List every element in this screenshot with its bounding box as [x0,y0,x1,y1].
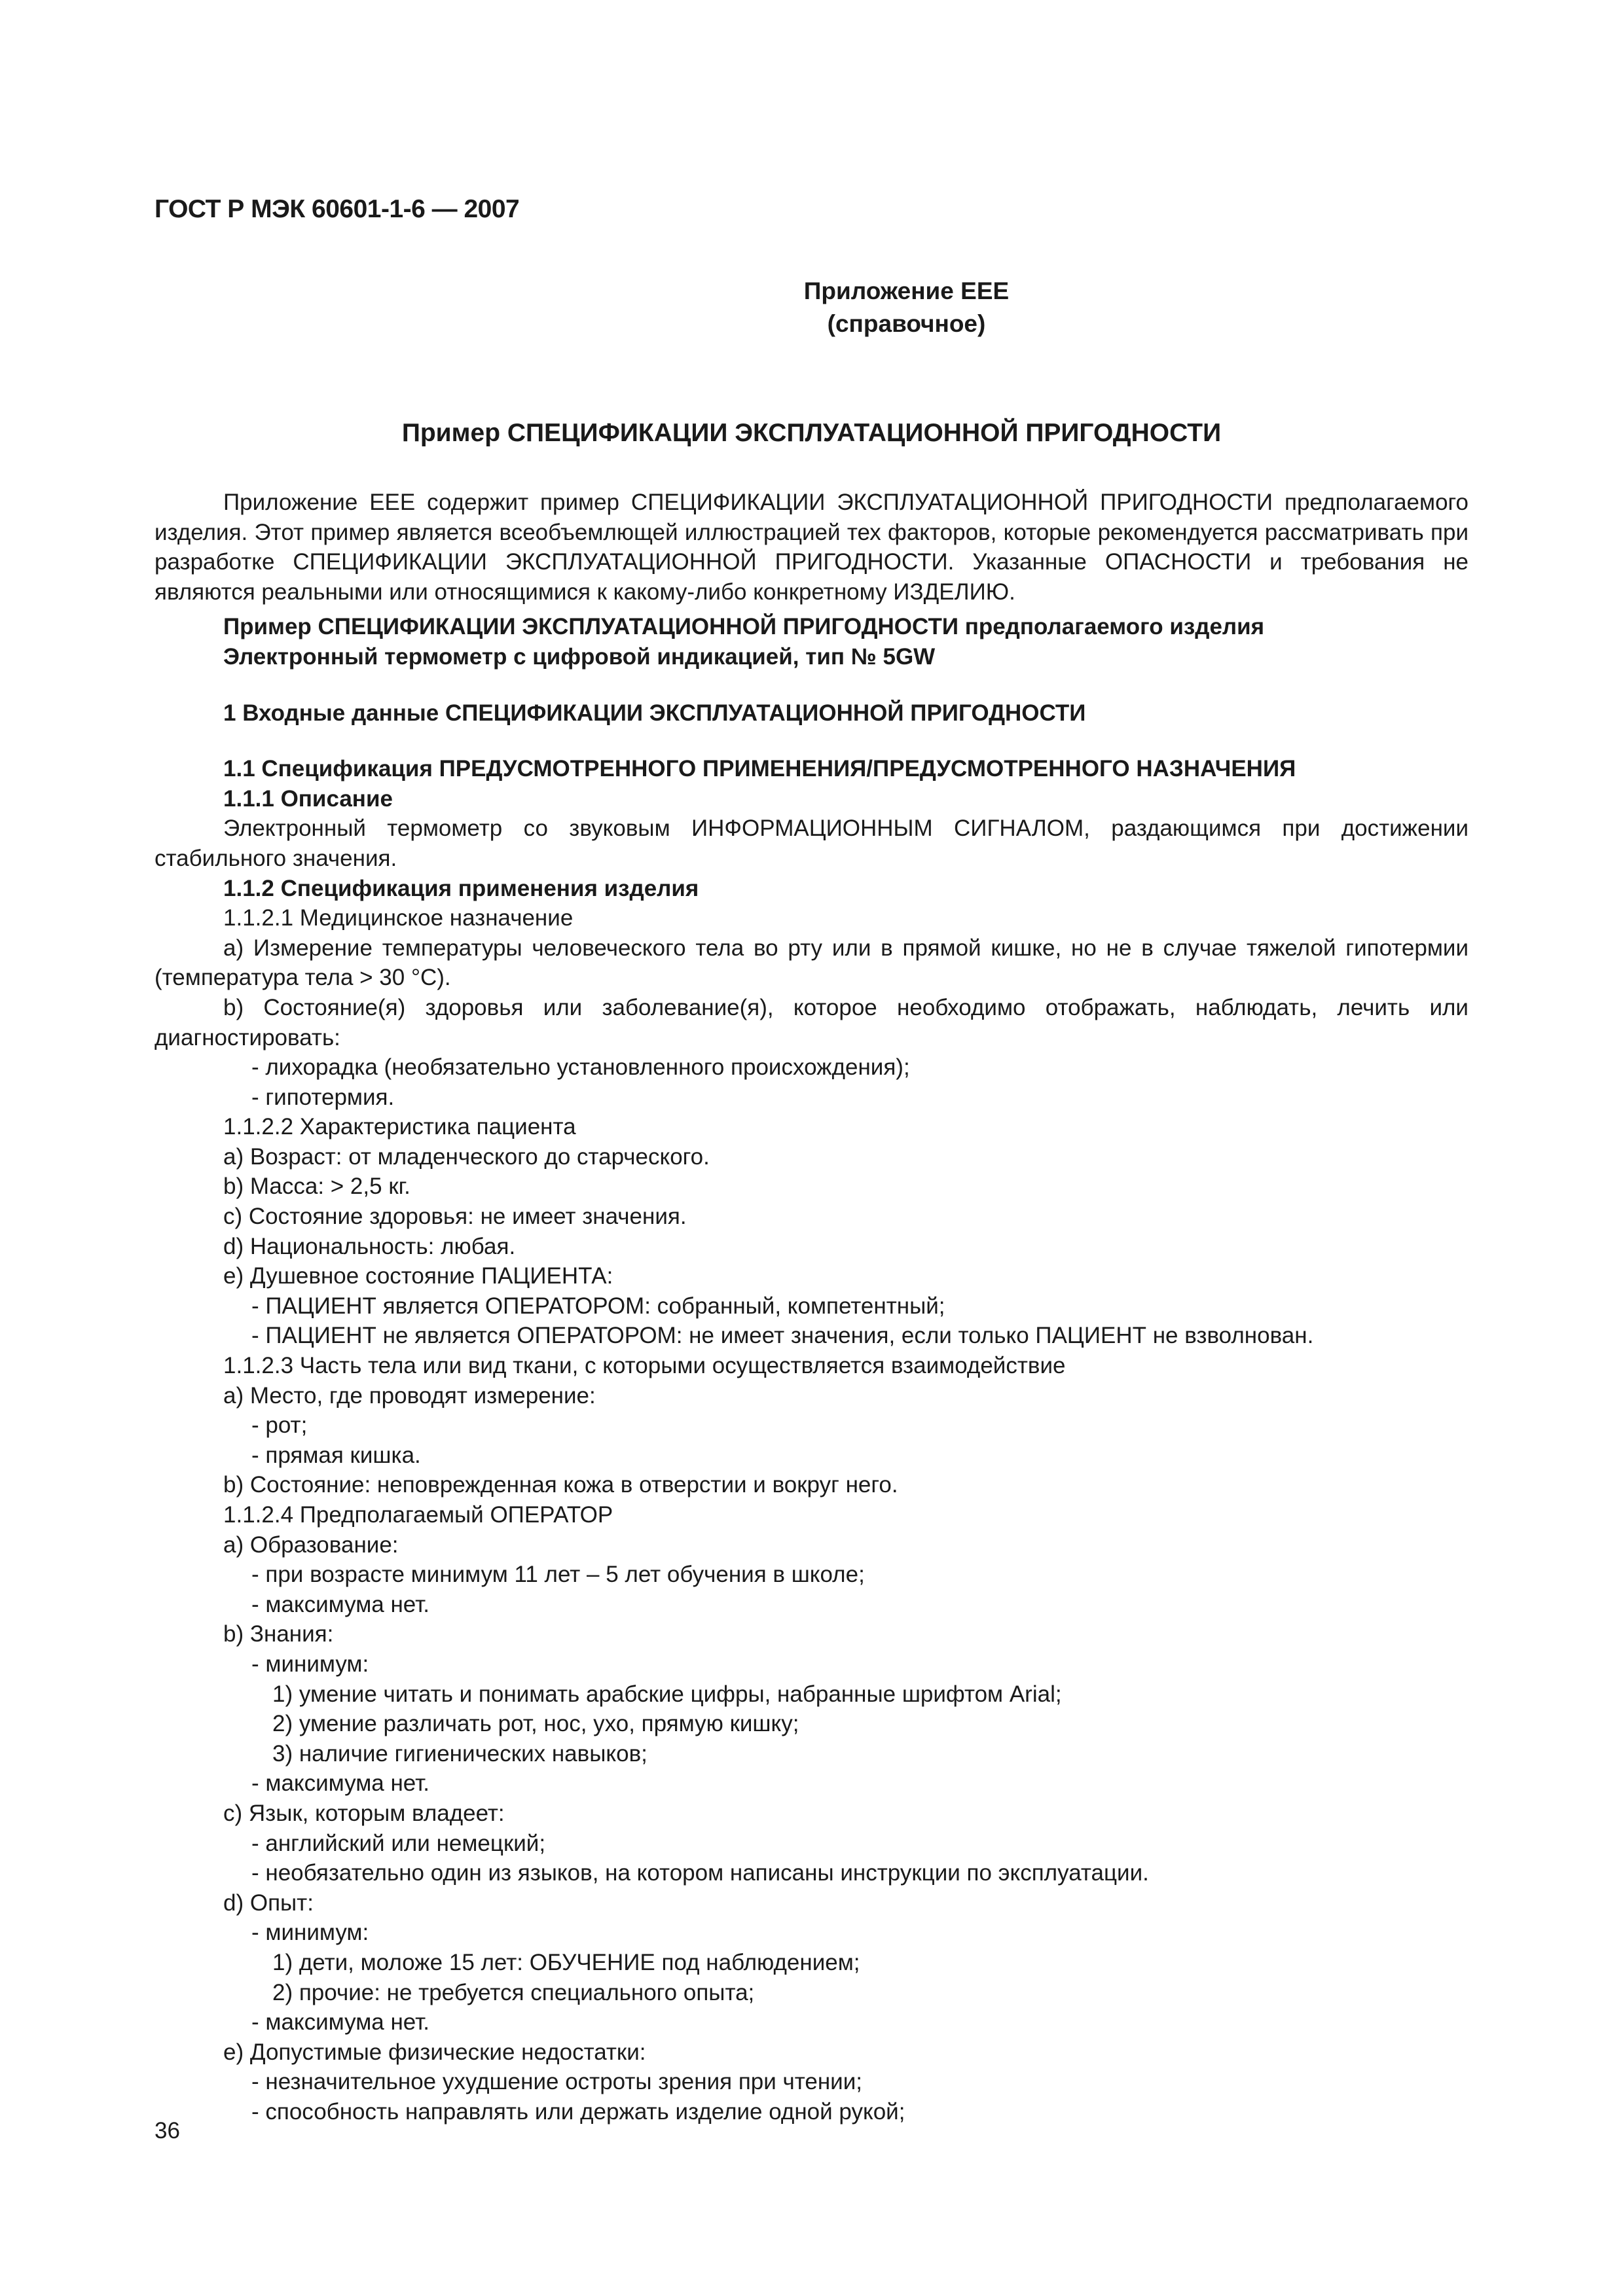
list-item: е) Допустимые физические недостатки: [223,2039,646,2065]
list-item: е) Душевное состояние ПАЦИЕНТА: [223,1263,613,1289]
list-item: а) Образование: [223,1532,399,1558]
medical-item-a: а) Измерение температуры человеческого тела во рту или в прямой кишке, но не в случае тяжелой гипотермии (температура тела > 30 °С). [155,935,1468,991]
section-1-1-heading: 1.1 Спецификация ПРЕДУСМОТРЕННОГО ПРИМЕНЕНИЯ/ПРЕДУСМОТРЕННОГО НАЗНАЧЕНИЯ [223,756,1296,782]
list-item: а) Место, где проводят измерение: [223,1382,596,1408]
page-number: 36 [155,2118,180,2144]
example-heading-line-2: Электронный термометр с цифровой индикацией, тип № 5GW [223,643,936,670]
list-item: - минимум: [251,1651,369,1677]
appendix-type: (справочное) [827,310,986,337]
list-item: b) Масса: > 2,5 кг. [223,1174,410,1200]
list-item: - необязательно один из языков, на котором написаны инструкции по эксплуатации. [251,1860,1149,1886]
list-item: с) Язык, которым владеет: [223,1800,505,1826]
intro-paragraph: Приложение ЕЕЕ содержит пример СПЕЦИФИКАЦИИ ЭКСПЛУАТАЦИОННОЙ ПРИГОДНОСТИ предполагаемого изделия. Этот пример является всеобъемлющей иллюстрацией тех факторов, которые рекомендуется рассматривать при разработке СПЕЦИФИКАЦИИ ЭКСПЛУАТАЦИОННОЙ ПРИГОДНОСТИ. Указанные ОПАСНОСТИ и требования не являются реальными или относящимися к какому-либо конкретному ИЗДЕЛИЮ. [155,490,1468,605]
list-item: - гипотермия. [251,1084,395,1110]
document-body [155,488,1468,2126]
list-item: - способность направлять или держать изделие одной рукой; [251,2098,905,2125]
appendix-heading [0,275,1623,340]
list-item: - английский или немецкий; [251,1830,546,1856]
section-1-1-2-heading: 1.1.2 Спецификация применения изделия [223,875,699,901]
section-1-1-1-heading: 1.1.1 Описание [223,785,393,812]
appendix-label: Приложение ЕЕЕ [803,278,1010,304]
list-item: - незначительное ухудшение остроты зрения при чтении; [251,2069,863,2095]
description-paragraph: Электронный термометр со звуковым ИНФОРМАЦИОННЫМ СИГНАЛОМ, раздающимся при достижении стабильного значения. [155,816,1468,871]
page-title: Пример СПЕЦИФИКАЦИИ ЭКСПЛУАТАЦИОННОЙ ПРИГОДНОСТИ [401,419,1222,447]
list-item: 1) умение читать и понимать арабские цифры, набранные шрифтом Arial; [272,1681,1062,1707]
list-item: а) Возраст: от младенческого до старческого. [223,1143,710,1170]
section-1-heading: 1 Входные данные СПЕЦИФИКАЦИИ ЭКСПЛУАТАЦИОННОЙ ПРИГОДНОСТИ [223,700,1086,726]
list-item: - лихорадка (необязательно установленного происхождения); [251,1054,910,1081]
example-heading-line-1: Пример СПЕЦИФИКАЦИИ ЭКСПЛУАТАЦИОННОЙ ПРИГОДНОСТИ предполагаемого изделия [223,614,1265,640]
list-item: - минимум: [251,1920,369,1946]
list-item: - прямая кишка. [251,1442,421,1468]
list-item: 1) дети, моложе 15 лет: ОБУЧЕНИЕ под наблюдением; [272,1949,860,1975]
list-item: - при возрасте минимум 11 лет – 5 лет обучения в школе; [251,1562,865,1588]
list-item: - ПАЦИЕНТ не является ОПЕРАТОРОМ: не имеет значения, если только ПАЦИЕНТ не взволнован. [251,1323,1314,1349]
list-item: - ПАЦИЕНТ является ОПЕРАТОРОМ: собранный, компетентный; [251,1293,945,1319]
list-item: 3) наличие гигиенических навыков; [272,1740,647,1767]
list-item: - максимума нет. [251,2009,429,2036]
section-1-1-2-2-heading: 1.1.2.2 Характеристика пациента [223,1114,576,1140]
list-item: - максимума нет. [251,1770,429,1797]
list-item: 2) умение различать рот, нос, ухо, прямую кишку; [272,1711,799,1737]
list-item: с) Состояние здоровья: не имеет значения. [223,1204,687,1230]
list-item: d) Национальность: любая. [223,1233,516,1259]
section-1-1-2-1-heading: 1.1.2.1 Медицинское назначение [223,905,574,931]
section-1-1-2-3-heading: 1.1.2.3 Часть тела или вид ткани, с которыми осуществляется взаимодействие [223,1353,1066,1379]
document-header: ГОСТ Р МЭК 60601-1-6 — 2007 [155,195,520,223]
list-item: b) Состояние: неповрежденная кожа в отверстии и вокруг него. [223,1472,898,1498]
list-item: d) Опыт: [223,1890,314,1916]
list-item: 2) прочие: не требуется специального опыта; [272,1979,755,2005]
medical-item-b: b) Состояние(я) здоровья или заболевание(я), которое необходимо отображать, наблюдать, лечить или диагностировать: [155,994,1468,1050]
list-item: b) Знания: [223,1621,334,1647]
section-1-1-2-4-heading: 1.1.2.4 Предполагаемый ОПЕРАТОР [223,1502,613,1528]
list-item: - рот; [251,1412,308,1439]
list-item: - максимума нет. [251,1591,429,1617]
